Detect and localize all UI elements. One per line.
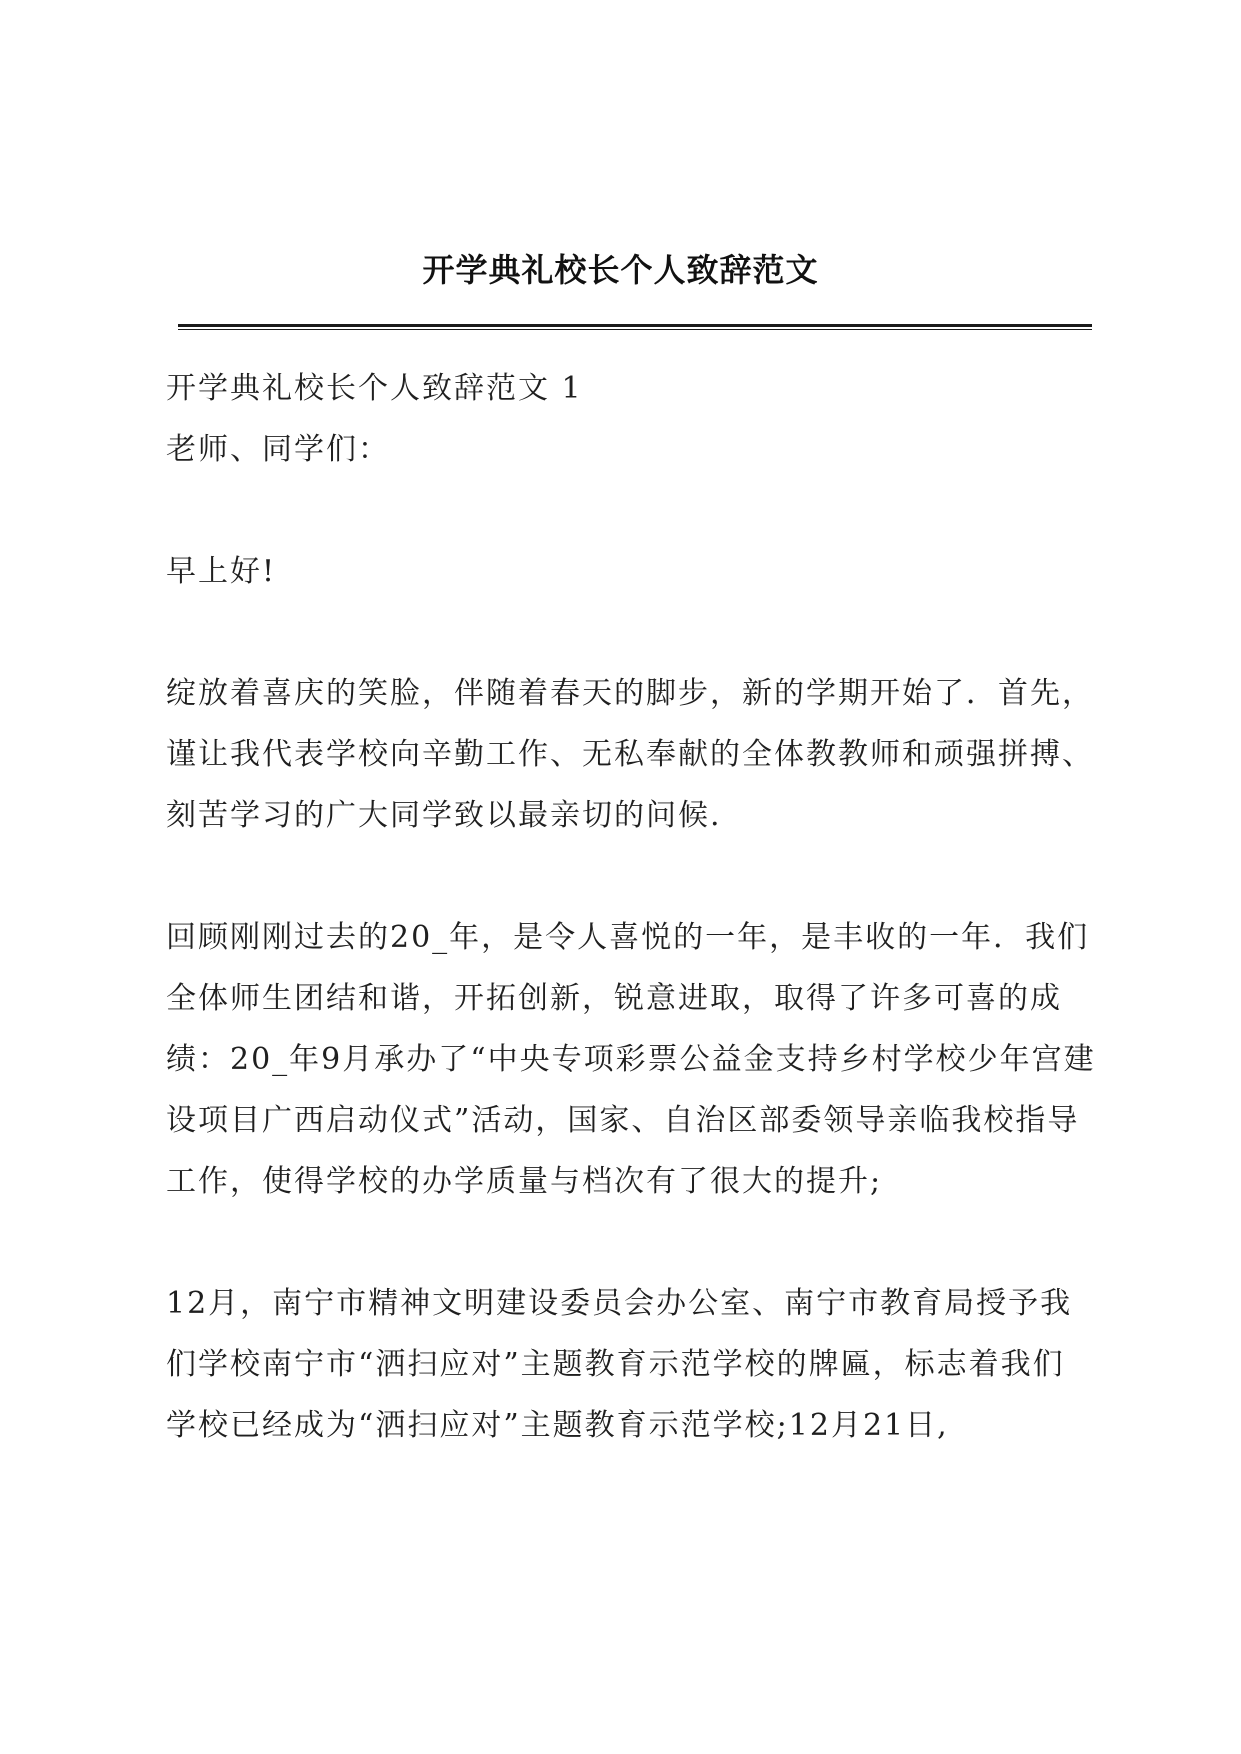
body-paragraph: 12月，南宁市精神文明建设委员会办公室、南宁市教育局授予我们学校南宁市“洒扫应对”主题教育示范学校的牌匾，标志着我们学校已经成为“洒扫应对”主题教育示范学校;12月21日, <box>166 1286 1073 1443</box>
body-paragraph: 绽放着喜庆的笑脸，伴随着春天的脚步，新的学期开始了．首先，谨让我代表学校向辛勤工作、无私奉献的全体教教师和顽强拼搏、刻苦学习的广大同学致以最亲切的问候. <box>166 676 1094 833</box>
paragraph-spacer <box>166 1212 1096 1273</box>
paragraph-spacer <box>166 846 1096 907</box>
greeting: 早上好! <box>166 554 277 589</box>
salutation: 老师、同学们： <box>166 432 390 467</box>
document-title: 开学典礼校长个人致辞范文 <box>422 251 819 289</box>
body-paragraph: 回顾刚刚过去的20_年，是令人喜悦的一年，是丰收的一年．我们全体师生团结和谐，开拓创新，锐意进取，取得了许多可喜的成绩：20_年9月承办了“中央专项彩票公益金支持乡村学校少年宫建设项目广西启动仪式”活动，国家、自治区部委领导亲临我校指导工作，使得学校的办学质量与档次有了很大的提升; <box>166 920 1096 1199</box>
paragraph-spacer <box>166 602 1096 663</box>
section-heading: 开学典礼校长个人致辞范文 1 <box>166 371 583 406</box>
document-body <box>166 358 1096 1456</box>
paragraph-spacer <box>166 480 1096 541</box>
title-divider <box>178 324 1092 330</box>
